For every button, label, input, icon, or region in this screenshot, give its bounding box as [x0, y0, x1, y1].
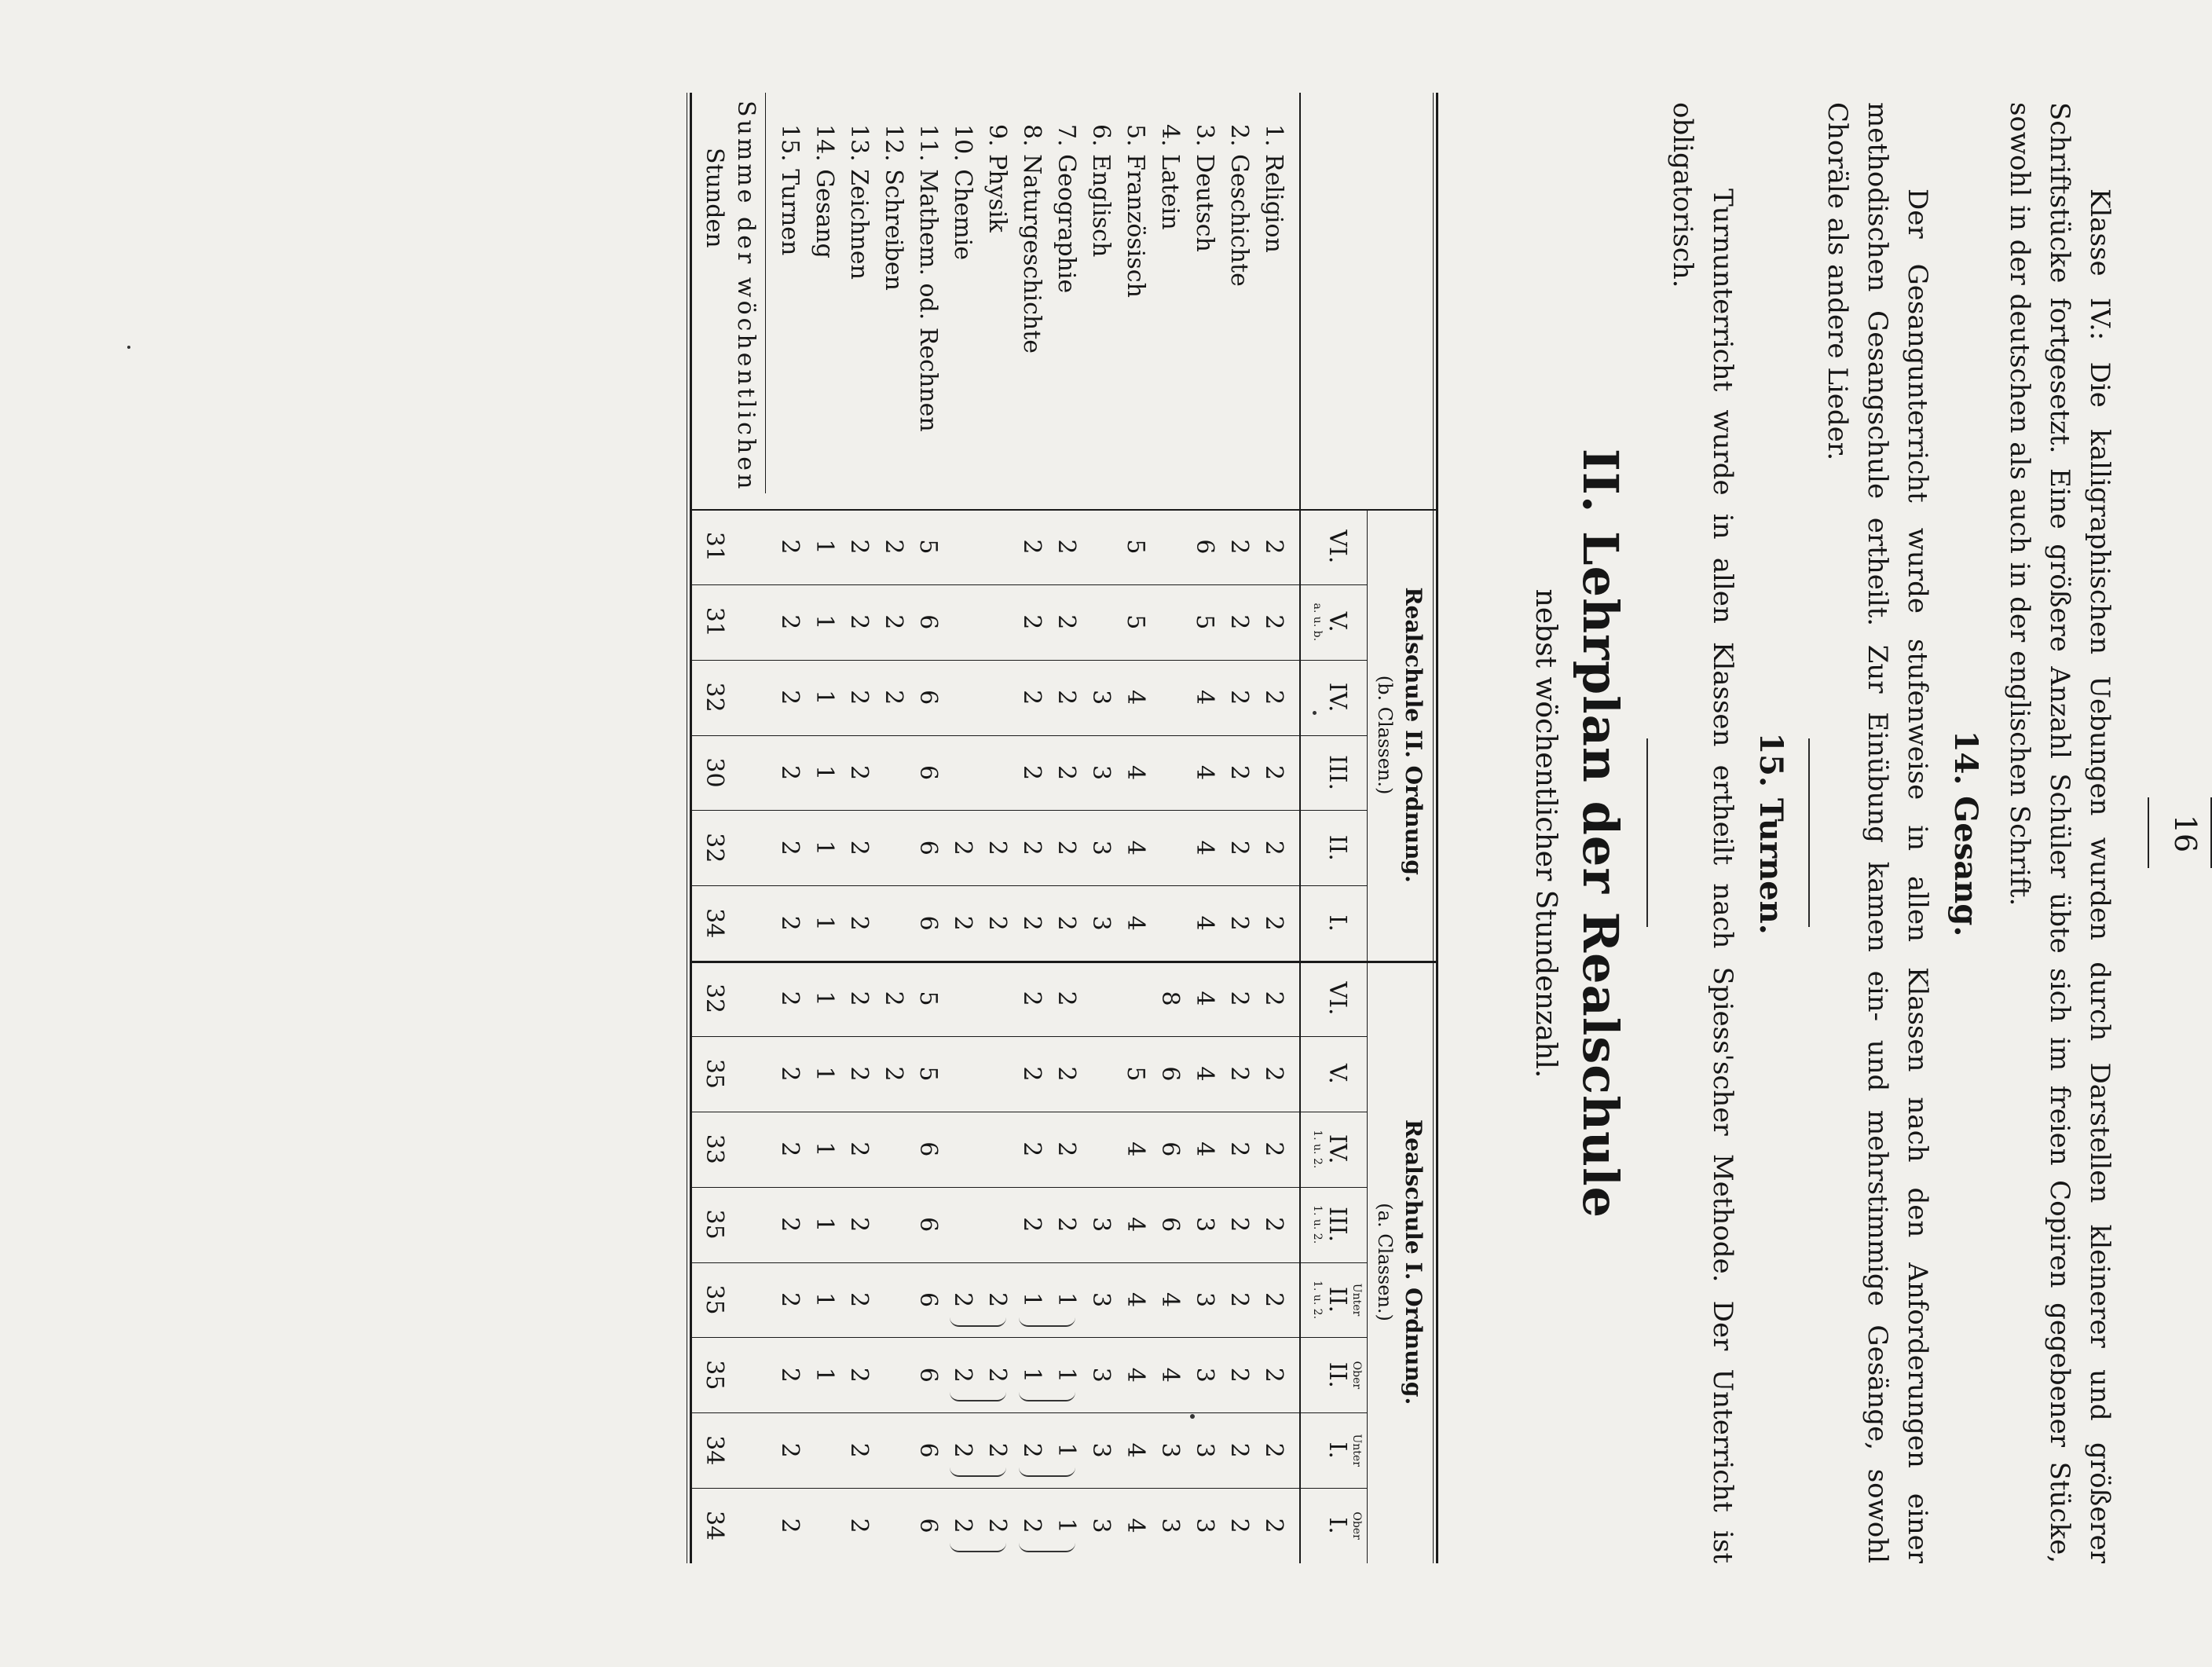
column-header-label: IV. — [1324, 1134, 1351, 1164]
brace-mark — [950, 1541, 1006, 1552]
table-cell: 6 — [914, 1217, 942, 1233]
table-cell: 3 — [1087, 1217, 1115, 1233]
column-header-sub: 1. u. 2. — [1311, 1130, 1324, 1169]
table-cell: 2 — [845, 1518, 873, 1533]
table-cell: 2 — [1018, 764, 1046, 781]
column-header-prefix: Unter — [1350, 1283, 1363, 1317]
table-cell: 1 — [1053, 1518, 1080, 1533]
table-cell: 6 — [914, 764, 942, 781]
table-cell: 2 — [1260, 1442, 1287, 1458]
table-cell: 1 — [811, 1141, 838, 1157]
section-14-text: Der Gesangunterricht wurde stufenweise in allen Klassen nach den Anforderungen einer methodischen Gesangschule ertheilt. Zur Einübung kamen ein- und mehrstimmige Gesänge, sowohl Choräle als andere Lieder. — [1822, 102, 1933, 1563]
table-cell: 2 — [983, 915, 1011, 931]
column-header-label: I. — [1324, 1442, 1351, 1459]
separator-rule — [1808, 738, 1810, 927]
table-cell: 4 — [1122, 840, 1149, 855]
table-bottom-rule — [690, 93, 692, 1563]
table-cell: 8 — [1156, 991, 1184, 1006]
table-header-rule — [1299, 93, 1301, 1563]
table-cell: 2 — [1260, 1217, 1287, 1233]
table-cell: 2 — [1225, 1367, 1253, 1383]
table-cell: 5 — [1122, 539, 1149, 555]
table-cell: 1 — [1053, 1291, 1080, 1308]
table-cell: 2 — [845, 1141, 873, 1157]
table-cell: 1 — [1053, 1442, 1080, 1458]
table-cell: 6 — [914, 1518, 942, 1533]
column-header — [1324, 961, 1350, 1036]
table-cell: 2 — [1018, 1518, 1046, 1533]
table-cell: 3 — [1087, 764, 1115, 781]
main-title: II. Lehrplan der Realschule — [1572, 448, 1629, 1219]
column-header-prefix: Unter — [1350, 1434, 1363, 1467]
sum-cell: 35 — [701, 1058, 728, 1090]
table-cell: 4 — [1156, 1367, 1184, 1383]
table-cell: 2 — [1260, 1141, 1287, 1157]
table-cell: 2 — [1018, 539, 1046, 555]
column-header-label: V. — [1324, 611, 1351, 632]
table-cell: 4 — [1191, 915, 1218, 931]
table-cell: 2 — [1225, 1066, 1253, 1082]
sum-cell: 34 — [701, 1435, 728, 1466]
table-cell: 2 — [1053, 764, 1080, 781]
section-15-text: Turnunterricht wurde in allen Klassen ertheilt nach Spiess'scher Methode. Der Unterricht ist obligatorisch. — [1667, 102, 1738, 1563]
table-cell: 2 — [845, 991, 873, 1006]
column-rule — [692, 660, 1368, 661]
table-cell: 2 — [776, 1217, 804, 1233]
table-cell: 3 — [1191, 1217, 1218, 1233]
table-cell: 2 — [845, 1367, 873, 1383]
column-header — [1324, 810, 1350, 885]
table-cell: 2 — [1225, 1217, 1253, 1233]
subject-label: 6. Englisch — [1087, 124, 1115, 258]
section-15-heading: 15. Turnen. — [1752, 732, 1789, 935]
brace-mark — [1019, 1316, 1075, 1327]
table-cell: 1 — [1018, 1291, 1046, 1308]
column-header — [1324, 660, 1350, 735]
table-cell: 3 — [1191, 1518, 1218, 1533]
sum-cell: 34 — [701, 1510, 728, 1541]
sum-label: Summe der wöchentlichen — [732, 101, 760, 493]
table-cell: 2 — [1018, 1141, 1046, 1157]
column-header-label: II. — [1324, 1286, 1351, 1313]
table-cell: 2 — [845, 764, 873, 781]
column-header — [1311, 1262, 1363, 1338]
table-cell: 2 — [1053, 991, 1080, 1006]
table-cell: 2 — [983, 840, 1011, 855]
table-cell: 2 — [1018, 1066, 1046, 1082]
column-header — [1311, 1112, 1350, 1187]
table-cell: 2 — [845, 1217, 873, 1233]
table-cell: 2 — [1018, 840, 1046, 855]
subject-label: 8. Naturgeschichte — [1018, 124, 1046, 354]
table-cell: 2 — [983, 1291, 1011, 1308]
table-cell: 3 — [1087, 1291, 1115, 1308]
table-cell: 5 — [914, 539, 942, 555]
table-cell: 2 — [949, 1518, 976, 1533]
table-cell: 4 — [1191, 840, 1218, 855]
sum-cell: 35 — [701, 1284, 728, 1315]
table-cell: 2 — [1260, 614, 1287, 630]
column-rule — [692, 1036, 1368, 1037]
subject-label: 10. Chemie — [949, 124, 976, 261]
table-cell: 2 — [776, 991, 804, 1006]
table-cell: 2 — [845, 614, 873, 630]
column-header — [1311, 1187, 1350, 1262]
table-cell: 4 — [1122, 1291, 1149, 1308]
sum-cell: 31 — [701, 606, 728, 637]
table-cell: 2 — [776, 1291, 804, 1308]
table-cell: 6 — [914, 1141, 942, 1157]
table-cell: 3 — [1156, 1442, 1184, 1458]
table-cell: 6 — [1156, 1217, 1184, 1233]
column-rule — [692, 1412, 1368, 1413]
column-header-label: I. — [1324, 1517, 1351, 1534]
paper-speck — [127, 346, 130, 349]
table-cell: 1 — [1018, 1367, 1046, 1383]
subject-label: 13. Zeichnen — [845, 124, 873, 280]
column-header — [1324, 509, 1350, 584]
column-header-label: IV. — [1324, 682, 1351, 713]
table-cell: 2 — [1053, 690, 1080, 705]
table-cell: 2 — [1053, 915, 1080, 931]
table-cell: 2 — [983, 1367, 1011, 1383]
table-cell: 1 — [811, 539, 838, 555]
separator-rule — [1646, 738, 1648, 927]
sum-cell: 30 — [701, 757, 728, 788]
table-cell: 2 — [776, 1442, 804, 1458]
table-cell: 6 — [914, 1291, 942, 1308]
table-cell: 2 — [776, 539, 804, 555]
table-cell: 2 — [1260, 1518, 1287, 1533]
table-cell: 2 — [776, 915, 804, 931]
table-cell: 4 — [1122, 915, 1149, 931]
brace-mark — [1019, 1390, 1075, 1401]
table-cell: 2 — [845, 1442, 873, 1458]
table-cell: 1 — [811, 915, 838, 931]
table-cell: 6 — [914, 840, 942, 855]
column-header-label: I. — [1324, 914, 1351, 932]
subject-label: 2. Geschichte — [1225, 124, 1253, 287]
table-cell: 4 — [1122, 1367, 1149, 1383]
table-cell: 2 — [1053, 1141, 1080, 1157]
table-cell: 2 — [1260, 840, 1287, 855]
paper-speck — [1313, 711, 1317, 715]
column-rule — [692, 1488, 1368, 1489]
column-header-label: VI. — [1324, 529, 1351, 564]
table-cell: 1 — [811, 1066, 838, 1082]
table-cell: 2 — [1225, 1518, 1253, 1533]
sum-cell: 33 — [701, 1134, 728, 1164]
table-cell: 2 — [880, 991, 907, 1006]
column-header-label: VI. — [1324, 981, 1351, 1016]
table-cell: 2 — [776, 690, 804, 705]
table-cell: 2 — [776, 1367, 804, 1383]
table-cell: 2 — [1225, 690, 1253, 705]
sum-cell: 32 — [701, 833, 728, 863]
group-subtitle: (b. Classen.) — [1374, 675, 1396, 795]
column-header-label: III. — [1324, 1207, 1351, 1243]
group-header-realschule-1 — [1371, 961, 1427, 1563]
subject-label: 3. Deutsch — [1191, 124, 1218, 252]
table-cell: 2 — [949, 1442, 976, 1458]
section-14-paragraph — [1817, 102, 1937, 1563]
table-cell: 5 — [914, 991, 942, 1006]
column-header-prefix: Ober — [1350, 1511, 1363, 1540]
table-cell: 6 — [914, 915, 942, 931]
sum-cell: 32 — [701, 682, 728, 713]
table-cell: 2 — [845, 915, 873, 931]
table-cell: 1 — [811, 991, 838, 1006]
table-cell: 4 — [1191, 1066, 1218, 1082]
column-header-sub: 1. u. 2. — [1311, 1205, 1324, 1244]
table-cell: 4 — [1156, 1291, 1184, 1308]
table-cell: 2 — [983, 1518, 1011, 1533]
table-cell: 2 — [1018, 690, 1046, 705]
brace-mark — [1019, 1466, 1075, 1477]
intro-paragraph-text: Klasse IV.: Die kalligraphischen Uebungen wurden durch Darstellen kleinerer und größerer Schriftstücke fortgesetzt. Eine größere Anzahl Schüler übte sich im freien Copiren gegebener Stücke, sowohl in der deutschen als auch in der englischen Schrift. — [2004, 102, 2115, 1563]
table-cell: 2 — [1018, 614, 1046, 630]
column-header-sub: 1. u. 2. — [1311, 1280, 1324, 1320]
table-cell: 4 — [1122, 764, 1149, 781]
table-cell: 2 — [1260, 690, 1287, 705]
table-top-rule-thin — [1433, 93, 1434, 1563]
brace-mark — [950, 1390, 1006, 1401]
table-cell: 2 — [1225, 840, 1253, 855]
table-cell: 1 — [811, 1367, 838, 1383]
table-cell: 6 — [1156, 1066, 1184, 1082]
table-cell: 4 — [1191, 764, 1218, 781]
table-cell: 1 — [811, 840, 838, 855]
table-cell: 2 — [845, 1291, 873, 1308]
sum-label: Stunden — [701, 148, 728, 248]
table-cell: 3 — [1087, 1442, 1115, 1458]
table-cell: 6 — [1156, 1141, 1184, 1157]
column-rule — [692, 584, 1368, 585]
table-cell: 5 — [1191, 614, 1218, 630]
table-cell: 2 — [880, 614, 907, 630]
sum-cell: 35 — [701, 1209, 728, 1240]
subject-label: 11. Mathem. od. Rechnen — [914, 124, 942, 432]
table-cell: 2 — [1260, 764, 1287, 781]
column-rule — [692, 1187, 1368, 1188]
table-cell: 1 — [811, 1217, 838, 1233]
subject-label: 12. Schreiben — [880, 124, 907, 291]
table-cell: 6 — [914, 614, 942, 630]
table-cell: 2 — [1225, 915, 1253, 931]
table-cell: 2 — [1260, 539, 1287, 555]
table-cell: 1 — [811, 614, 838, 630]
table-cell: 1 — [811, 1291, 838, 1308]
section-14-heading: 14. Gesang. — [1947, 730, 1984, 937]
table-cell: 4 — [1191, 1141, 1218, 1157]
column-rule — [692, 735, 1368, 736]
subject-label: 4. Latein — [1156, 124, 1184, 230]
table-cell: 1 — [811, 690, 838, 705]
table-cell: 2 — [1018, 1217, 1046, 1233]
column-header — [1311, 584, 1350, 660]
table-cell: 2 — [1225, 1291, 1253, 1308]
table-cell: 2 — [949, 915, 976, 931]
group-subtitle: (a. Classen.) — [1374, 1203, 1396, 1321]
brace-mark — [950, 1316, 1006, 1327]
table-cell: 2 — [1260, 991, 1287, 1006]
section-15-paragraph — [1662, 102, 1742, 1563]
table-cell: 2 — [776, 1518, 804, 1533]
column-header — [1324, 885, 1350, 961]
table-cell: 2 — [776, 840, 804, 855]
table-cell: 6 — [1191, 539, 1218, 555]
column-header-label: V. — [1324, 1063, 1351, 1084]
column-header — [1324, 1412, 1363, 1488]
table-cell: 3 — [1191, 1367, 1218, 1383]
table-cell: 6 — [914, 690, 942, 705]
table-cell: 1 — [1053, 1367, 1080, 1383]
table-cell: 4 — [1122, 1518, 1149, 1533]
table-cell: 2 — [1260, 1367, 1287, 1383]
table-cell: 2 — [1018, 1442, 1046, 1458]
table-cell: 3 — [1191, 1291, 1218, 1308]
column-rule — [692, 810, 1368, 811]
column-rule — [692, 1262, 1368, 1263]
table-cell: 2 — [845, 690, 873, 705]
group-title: Realschule II. Ordnung. — [1401, 587, 1426, 883]
sum-rule — [765, 93, 766, 493]
table-top-rule — [1436, 93, 1438, 1563]
table-cell: 2 — [1053, 1066, 1080, 1082]
table-cell: 3 — [1156, 1518, 1184, 1533]
table-cell: 4 — [1122, 690, 1149, 705]
table-cell: 4 — [1122, 1217, 1149, 1233]
table-cell: 5 — [914, 1066, 942, 1082]
paper-speck — [1190, 1414, 1195, 1419]
subject-label: 15. Turnen — [776, 124, 804, 256]
table-cell: 2 — [880, 539, 907, 555]
column-header-prefix: Ober — [1350, 1361, 1363, 1390]
table-cell: 2 — [983, 1442, 1011, 1458]
table-cell: 3 — [1087, 1518, 1115, 1533]
table-cell: 6 — [914, 1442, 942, 1458]
column-rule — [692, 1337, 1368, 1338]
table-cell: 3 — [1087, 915, 1115, 931]
table-cell: 2 — [1260, 915, 1287, 931]
subject-label: 5. Französisch — [1122, 124, 1149, 298]
table-cell: 4 — [1191, 690, 1218, 705]
brace-mark — [1019, 1541, 1075, 1552]
subject-label: 9. Physik — [983, 124, 1011, 233]
table-cell: 2 — [1225, 991, 1253, 1006]
table-cell: 3 — [1087, 1367, 1115, 1383]
table-cell: 2 — [845, 1066, 873, 1082]
table-cell: 5 — [1122, 1066, 1149, 1082]
intro-paragraph — [1999, 102, 2119, 1563]
table-cell: 2 — [845, 539, 873, 555]
table-cell: 2 — [845, 840, 873, 855]
column-header — [1324, 1036, 1350, 1112]
table-cell: 5 — [1122, 614, 1149, 630]
column-header-sub: a. u. b. — [1311, 603, 1324, 642]
sum-cell: 31 — [701, 531, 728, 562]
table-cell: 4 — [1191, 991, 1218, 1006]
subject-label: 14. Gesang — [811, 124, 838, 258]
table-cell: 2 — [1053, 539, 1080, 555]
page-number: 16 — [2168, 814, 2203, 853]
table-cell: 2 — [776, 1066, 804, 1082]
table-cell: 2 — [1053, 840, 1080, 855]
table-cell: 2 — [949, 1367, 976, 1383]
table-cell: 2 — [1225, 764, 1253, 781]
subject-label: 1. Religion — [1260, 124, 1287, 253]
table-cell: 2 — [1260, 1066, 1287, 1082]
table-cell: 3 — [1191, 1442, 1218, 1458]
table-cell: 2 — [1018, 991, 1046, 1006]
column-header-label: II. — [1324, 1361, 1351, 1388]
column-header-label: II. — [1324, 834, 1351, 861]
sum-cell: 35 — [701, 1360, 728, 1390]
table-cell: 2 — [1225, 539, 1253, 555]
table-cell: 2 — [1053, 1217, 1080, 1233]
table-cell: 2 — [880, 1066, 907, 1082]
table-cell: 2 — [776, 614, 804, 630]
table-cell: 3 — [1087, 690, 1115, 705]
sum-cell: 34 — [701, 908, 728, 939]
table-cell: 2 — [880, 690, 907, 705]
table-cell: 4 — [1122, 1442, 1149, 1458]
column-header-label: III. — [1324, 754, 1351, 791]
brace-mark — [950, 1466, 1006, 1477]
table-cell: 3 — [1087, 840, 1115, 855]
table-cell: 2 — [1260, 1291, 1287, 1308]
table-cell: 2 — [1225, 614, 1253, 630]
table-cell: 2 — [949, 1291, 976, 1308]
column-header — [1324, 735, 1350, 811]
table-cell: 2 — [949, 840, 976, 855]
main-subtitle: nebst wöchentlicher Stundenzahl. — [1529, 588, 1562, 1079]
column-header — [1324, 1337, 1363, 1412]
column-header — [1324, 1488, 1363, 1563]
table-cell: 2 — [776, 1141, 804, 1157]
table-cell: 4 — [1122, 1141, 1149, 1157]
table-cell: 1 — [811, 764, 838, 781]
table-cell: 2 — [776, 764, 804, 781]
table-cell: 6 — [914, 1367, 942, 1383]
table-cell: 2 — [1225, 1442, 1253, 1458]
table-cell: 2 — [1053, 614, 1080, 630]
column-rule — [692, 885, 1368, 886]
sum-cell: 32 — [701, 983, 728, 1014]
table-cell: 2 — [1018, 915, 1046, 931]
page-number-rule — [2148, 797, 2149, 868]
table-cell: 2 — [1225, 1141, 1253, 1157]
group-header-realschule-2 — [1371, 509, 1427, 961]
group-title: Realschule I. Ordnung. — [1401, 1119, 1426, 1405]
subject-label: 7. Geographie — [1053, 124, 1080, 294]
